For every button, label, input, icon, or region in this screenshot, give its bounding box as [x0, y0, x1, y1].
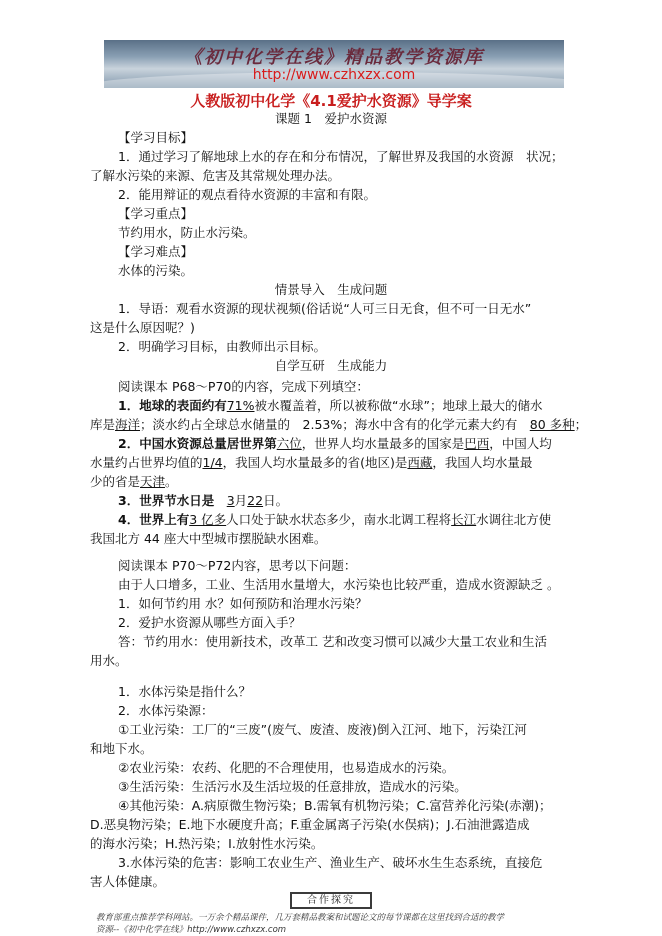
section-scenario-heading: 情景导入 生成问题	[274, 282, 388, 297]
banner-url-link[interactable]: http://www.czhxzx.com	[252, 67, 416, 83]
key-points-text: 节约用水，防止水污染。	[118, 225, 256, 240]
topic-heading: 课题 1 爱护水资源	[275, 111, 387, 126]
key-points-heading: 【学习重点】	[118, 206, 194, 221]
intro-item-2: 2．明确学习目标，由教师出示目标。	[118, 339, 326, 354]
answer-blank: 22	[247, 493, 264, 508]
answer-blank: 六位	[276, 436, 302, 451]
goals-heading: 【学习目标】	[118, 130, 194, 145]
footer-line-2: 资源--《初中化学在线》http://www.czhxzx.com	[96, 925, 287, 935]
question-3: 3．世界节水日是 3月22日。	[118, 493, 289, 508]
cooperation-badge: 合作探究	[290, 892, 372, 909]
reading-2-question-1: 1．如何节约用 水？如何预防和治理水污染？	[118, 596, 368, 611]
answer-blank: 西藏	[407, 455, 433, 470]
footer-line-1: 教育部重点推荐学科网站。一万余个精品课件，几万套精品教案和试题论文的每节课都在这里找到合适的教学	[96, 913, 505, 923]
question-1-line-1: 1．地球的表面约有71%被水覆盖着，所以被称做“水球”；地球上最大的储水	[118, 398, 543, 413]
difficult-points-text: 水体的污染。	[118, 263, 194, 278]
goal-2: 2．能用辩证的观点看待水资源的丰富和有限。	[118, 187, 376, 202]
answer-blank: 1/4	[202, 455, 223, 470]
question-1-line-2: 库是海洋；淡水约占全球总水储量的 2.53%；海水中含有的化学元素大约有 80 多种；	[90, 417, 588, 432]
question-2-line-2: 水量约占世界均值的1/4，我国人均水量最多的省(地区)是西藏，我国人均水量最	[90, 455, 533, 470]
answer-blank: 71%	[226, 398, 255, 413]
answer-line-2: 用水。	[90, 653, 128, 668]
question-4-line-1: 4．世界上有3 亿多人口处于缺水状态多少，南水北调工程将长江水调往北方使	[118, 512, 552, 527]
goal-1-line-1: 1．通过学习了解地球上水的存在和分布情况，了解世界及我国的水资源 状况；	[118, 149, 564, 164]
agricultural-pollution: ②农业污染：农药、化肥的不合理使用，也易造成水的污染。	[118, 760, 455, 775]
other-pollution-line-2: D.恶臭物污染；E.地下水硬度升高；F.重金属离子污染(水俣病)；J.石油泄露造成	[90, 817, 530, 832]
intro-item-1-line-1: 1．导语：观看水资源的现状视频(俗话说“人可三日无食，但不可一日无水”	[118, 301, 532, 316]
document-title: 人教版初中化学《4.1爱护水资源》导学案	[190, 92, 472, 110]
pollution-harm-line-2: 害人体健康。	[90, 874, 166, 889]
header-banner	[104, 40, 564, 88]
other-pollution-line-3: 的海水污染；H.热污染；I.放射性水污染。	[90, 836, 324, 851]
domestic-pollution: ③生活污染：生活污水及生活垃圾的任意排放，造成水的污染。	[118, 779, 467, 794]
banner-title: 《初中化学在线》精品教学资源库	[184, 47, 484, 68]
answer-blank: 海洋	[115, 417, 141, 432]
reading-task-2: 阅读课本 P70～P72内容，思考以下问题：	[118, 558, 357, 573]
difficult-points-heading: 【学习难点】	[118, 244, 194, 259]
question-2-line-3: 少的省是天津。	[90, 474, 178, 489]
answer-blank: 80 多种	[529, 417, 575, 432]
industrial-pollution-line-2: 和地下水。	[90, 741, 153, 756]
question-4-line-2: 我国北方 44 座大中型城市摆脱缺水困难。	[90, 531, 327, 546]
answer-blank: 3	[226, 493, 235, 508]
answer-line-1: 答：节约用水：使用新技术，改革工 艺和改变习惯可以减少大量工农业和生活	[118, 634, 547, 649]
reading-2-question-2: 2．爱护水资源从哪些方面入手？	[118, 615, 301, 630]
intro-item-1-line-2: 这是什么原因呢？)	[90, 320, 195, 335]
section-self-study-heading: 自学互研 生成能力	[274, 358, 388, 373]
question-2-line-1: 2．中国水资源总量居世界第六位，世界人均水量最多的国家是巴西，中国人均	[118, 436, 552, 451]
answer-blank: 长江	[451, 512, 477, 527]
reading-2-text: 由于人口增多，工业、生活用水量增大，水污染也比较严重，造成水资源缺乏 。	[118, 577, 560, 592]
other-pollution-line-1: ④其他污染：A.病原微生物污染；B.需氧有机物污染；C.富营养化污染(赤潮)；	[118, 798, 552, 813]
answer-blank: 3 亿多	[189, 512, 227, 527]
pollution-question-1: 1．水体污染是指什么？	[118, 684, 251, 699]
answer-blank: 巴西	[464, 436, 490, 451]
industrial-pollution-line-1: ①工业污染：工厂的“三废”(废气、废渣、废液)倒入江河、地下，污染江河	[118, 722, 527, 737]
answer-blank: 天津	[140, 474, 166, 489]
pollution-harm-line-1: 3.水体污染的危害：影响工农业生产、渔业生产、破坏水生生态系统，直接危	[118, 855, 543, 870]
goal-1-line-2: 了解水污染的来源、危害及其常规处理办法。	[90, 168, 341, 183]
pollution-question-2: 2．水体污染源：	[118, 703, 214, 718]
reading-task-1: 阅读课本 P68～P70的内容，完成下列填空：	[118, 379, 369, 394]
